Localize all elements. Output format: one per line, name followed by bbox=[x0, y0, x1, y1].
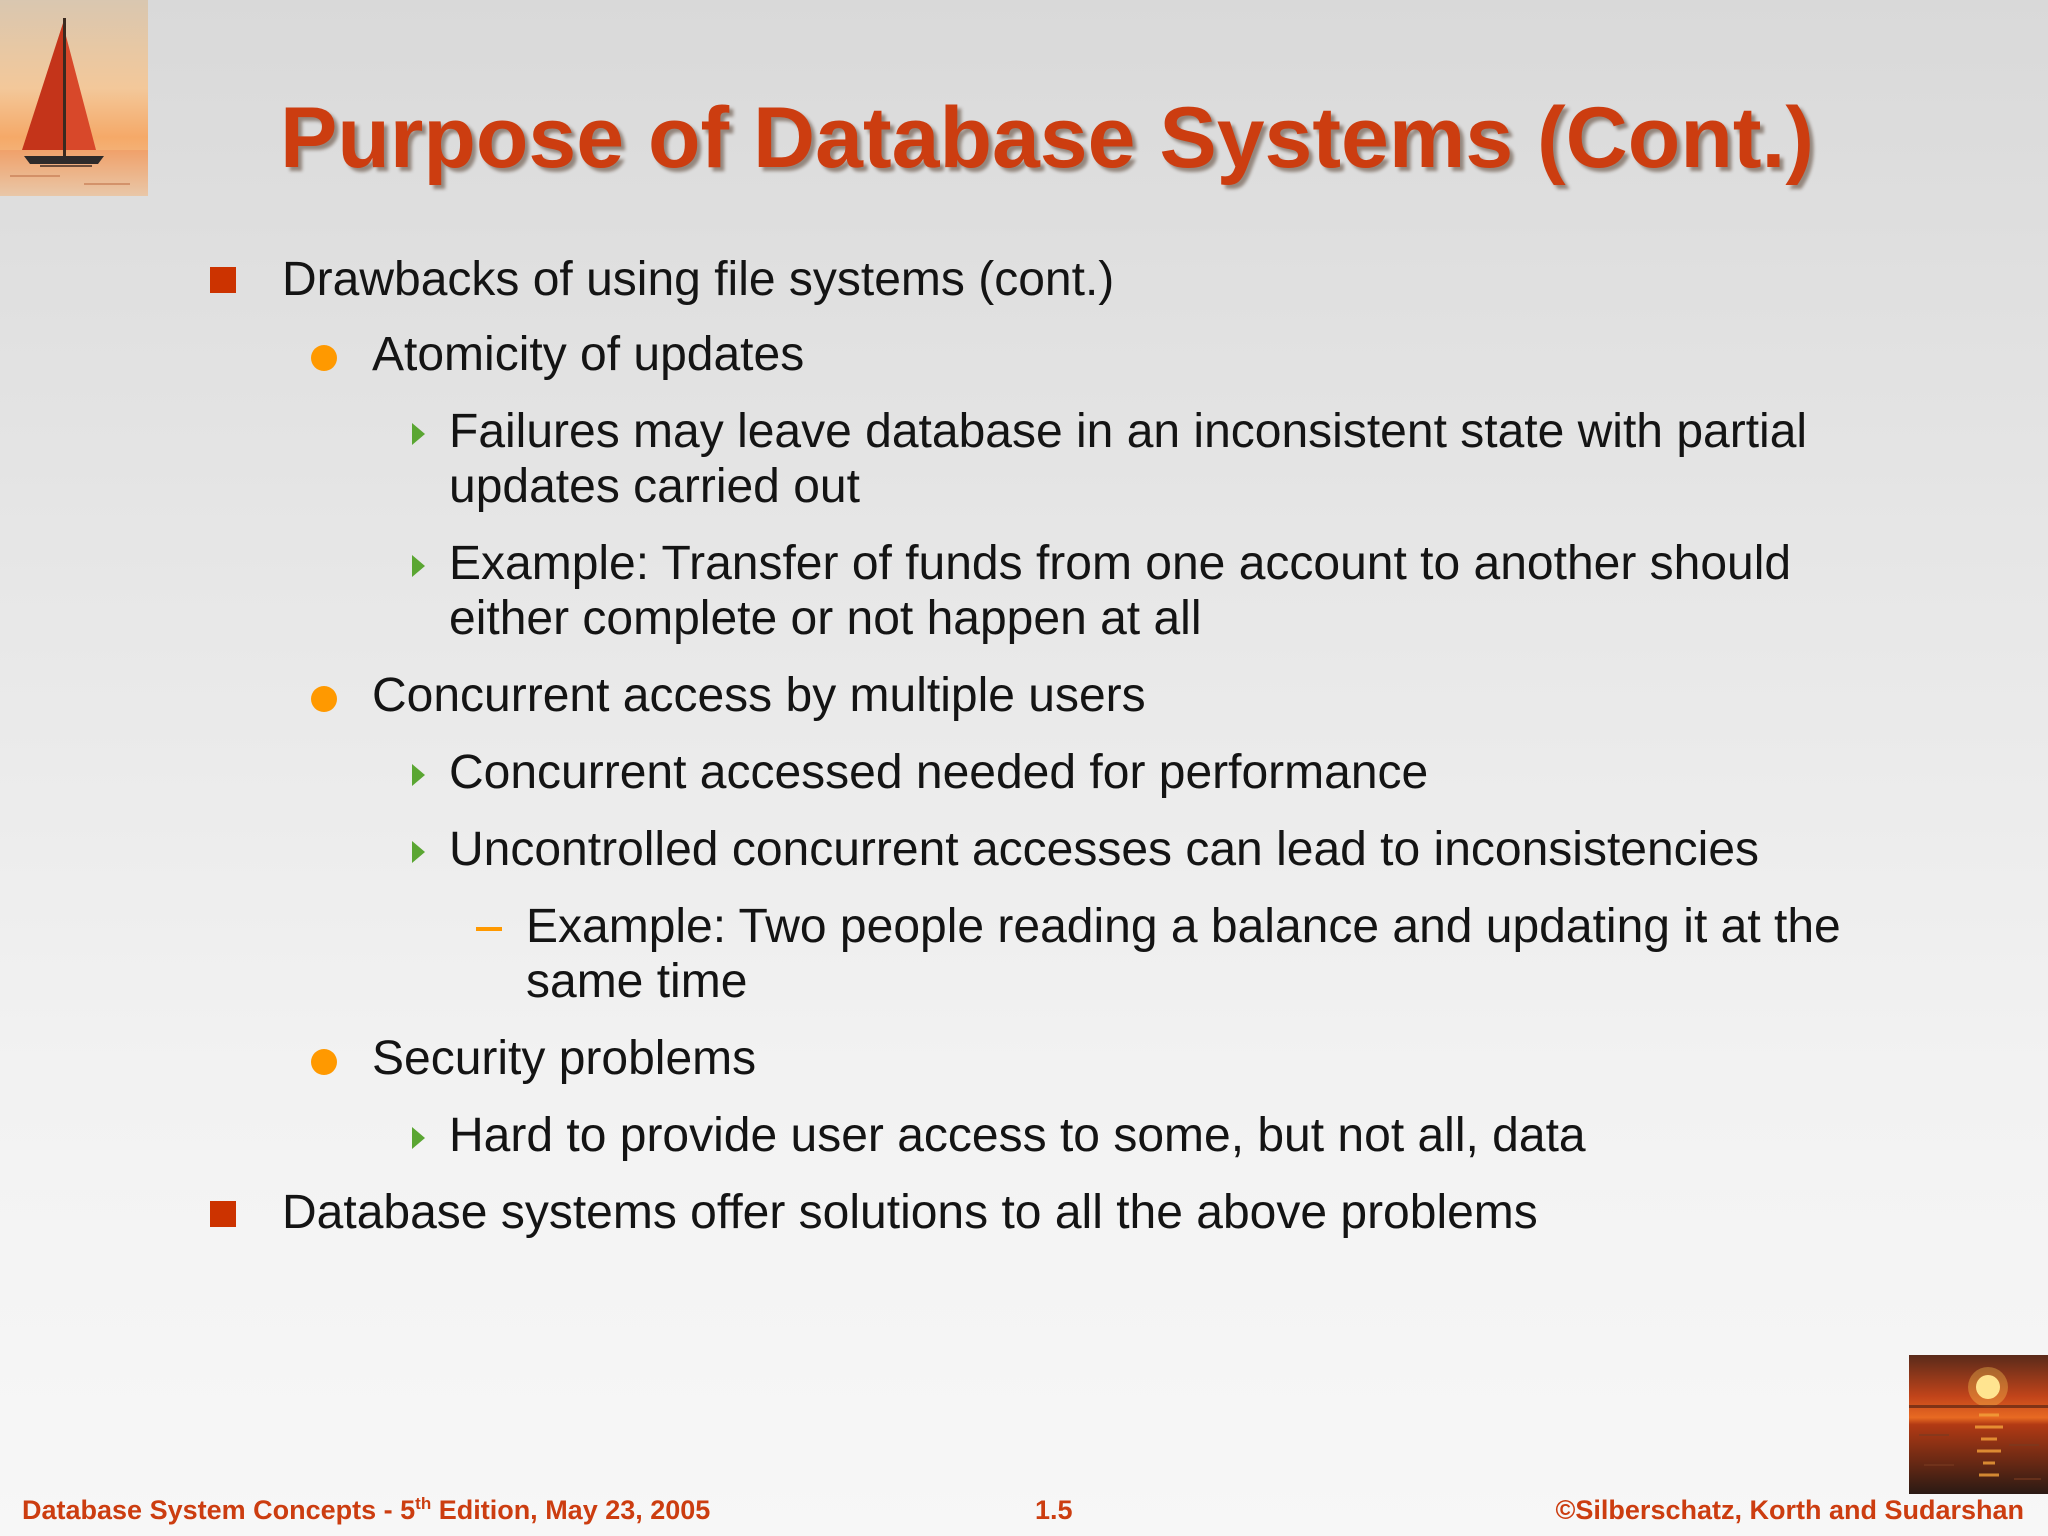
list-item bbox=[372, 1031, 1992, 1086]
list-item-text-line: Example: Transfer of funds from one account to another should bbox=[449, 537, 1792, 590]
list-item bbox=[282, 252, 1982, 307]
list-item-text-line: updates carried out bbox=[449, 460, 860, 513]
list-item-text: Hard to provide user access to some, but not all, data bbox=[449, 1109, 1586, 1162]
circle-bullet-icon bbox=[311, 686, 337, 712]
list-item-text: Concurrent accessed needed for performance bbox=[449, 746, 1429, 799]
circle-bullet-icon bbox=[311, 345, 337, 371]
square-bullet-icon bbox=[210, 267, 236, 293]
footer-edition-prefix: Database System Concepts - 5 bbox=[22, 1495, 416, 1525]
list-item-text-line: either complete or not happen at all bbox=[449, 592, 1202, 645]
triangle-bullet-icon bbox=[412, 555, 425, 577]
footer-edition-suffix: Edition, May 23, 2005 bbox=[431, 1495, 711, 1525]
list-item-text-line: Failures may leave database in an inconsistent state with partial bbox=[449, 405, 1808, 458]
footer-left bbox=[22, 1495, 710, 1525]
list-item-text: Concurrent access by multiple users bbox=[372, 669, 1146, 722]
triangle-bullet-icon bbox=[412, 423, 425, 445]
footer-copyright: ©Silberschatz, Korth and Sudarshan bbox=[1555, 1495, 2024, 1525]
list-item-text-line: Example: Two people reading a balance and updating it at the bbox=[526, 900, 1841, 953]
sunset-logo-icon bbox=[1909, 1355, 2048, 1494]
list-item-text: Security problems bbox=[372, 1032, 757, 1085]
list-item bbox=[282, 1185, 1982, 1240]
circle-bullet-icon bbox=[311, 1049, 337, 1075]
square-bullet-icon bbox=[210, 1201, 236, 1227]
list-item bbox=[449, 822, 2009, 877]
list-item bbox=[449, 536, 2009, 646]
list-item bbox=[372, 327, 1992, 382]
slide-title: Purpose of Database Systems (Cont.) bbox=[280, 90, 1815, 186]
list-item-text: Database systems offer solutions to all the above problems bbox=[282, 1186, 1538, 1239]
footer-edition-sup: th bbox=[415, 1494, 432, 1513]
triangle-bullet-icon bbox=[412, 1127, 425, 1149]
list-item bbox=[449, 404, 2009, 514]
triangle-bullet-icon bbox=[412, 841, 425, 863]
list-item-text: Uncontrolled concurrent accesses can lead to inconsistencies bbox=[449, 823, 1760, 876]
triangle-bullet-icon bbox=[412, 764, 425, 786]
list-item-text-line: same time bbox=[526, 955, 748, 1008]
list-item-text: Atomicity of updates bbox=[372, 328, 805, 381]
list-item bbox=[372, 668, 1992, 723]
list-item-text: Drawbacks of using file systems (cont.) bbox=[282, 253, 1115, 306]
page-number: 1.5 bbox=[1035, 1495, 1073, 1525]
dash-bullet-icon bbox=[476, 927, 502, 931]
list-item bbox=[449, 1108, 2009, 1163]
list-item bbox=[449, 745, 2009, 800]
list-item bbox=[526, 899, 2026, 1009]
